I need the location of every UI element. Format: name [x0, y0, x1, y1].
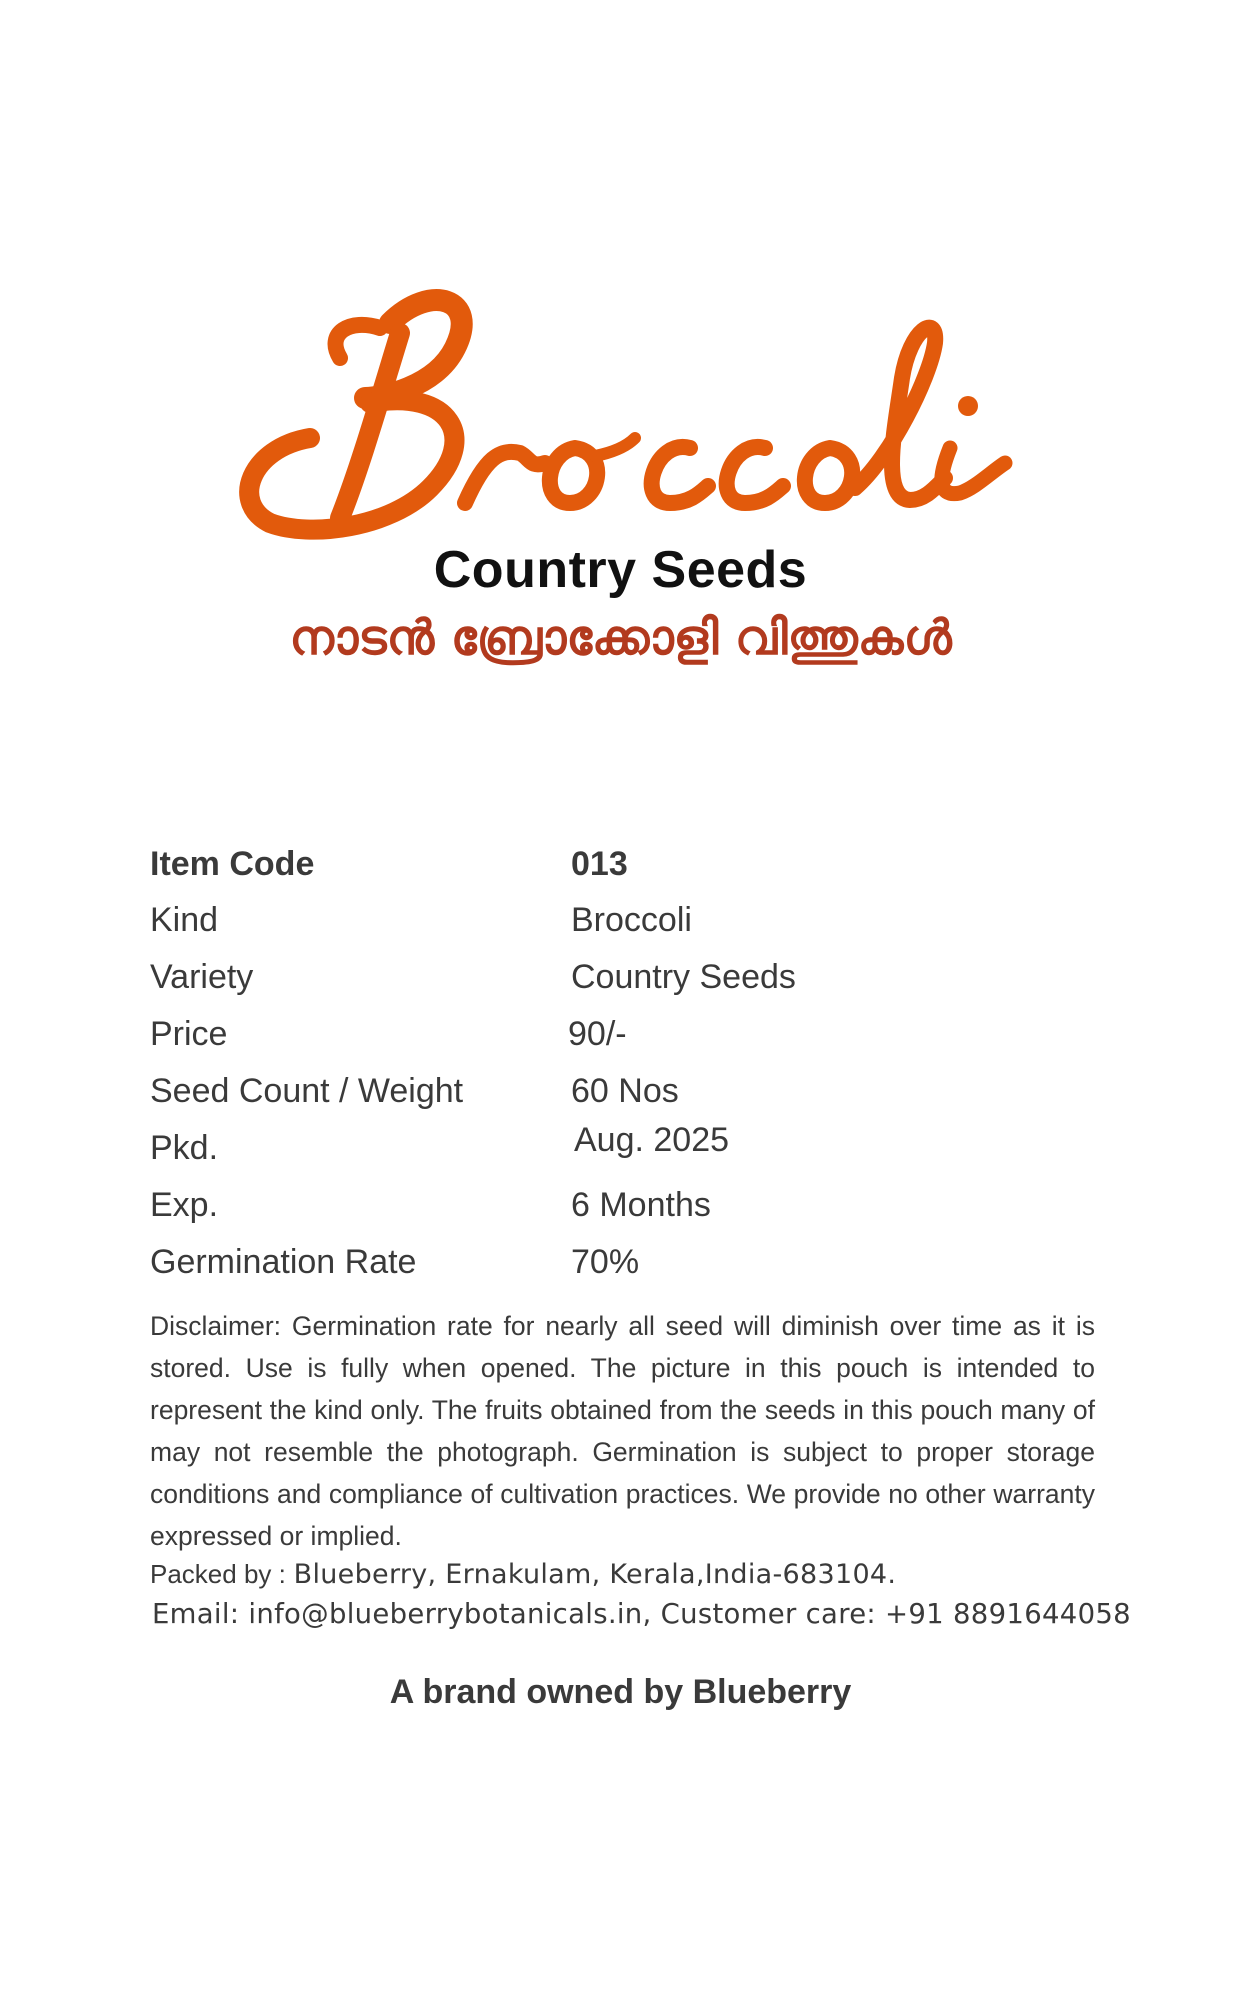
spec-row-packed-date [150, 1121, 1110, 1179]
spec-row-expiry [150, 1186, 1110, 1236]
spec-value: 6 Months [571, 1186, 711, 1224]
contact-line: Email: info@blueberrybotanicals.in, Customer care: +91 8891644058 [152, 1598, 1131, 1630]
product-subtitle: Country Seeds [433, 541, 808, 599]
spec-row-germination [150, 1243, 1110, 1293]
spec-label: Variety [150, 958, 254, 996]
spec-value: 90/- [568, 1015, 627, 1053]
spec-label: Pkd. [150, 1129, 219, 1167]
packed-by-label: Packed by : [150, 1559, 286, 1589]
spec-value: 70% [571, 1243, 640, 1281]
spec-row-variety [150, 958, 1110, 1008]
spec-value: Country Seeds [571, 958, 796, 996]
spec-label: Exp. [150, 1186, 219, 1224]
spec-label: Kind [150, 901, 219, 939]
packed-by-value: Blueberry, Ernakulam, Kerala,India-683104. [293, 1559, 897, 1590]
spec-label: Seed Count / Weight [150, 1072, 464, 1110]
disclaimer-text: Disclaimer: Germination rate for nearly all seed will diminish over time as it is stored. Use is fully when opened. The picture in this pouch is intended to represent the kind only. The fruits obtained from the seeds in this pouch many of may not resemble the photograph. Germination is subject to proper storage conditions and compliance of cultivation practices. We provide no other warranty expressed or implied. [150, 1311, 1095, 1551]
spec-label: Item Code [150, 845, 315, 883]
spec-row-seed-count [150, 1072, 1110, 1122]
spec-row-item-code [150, 845, 1110, 895]
broccoli-logo [230, 288, 1020, 558]
spec-value: 013 [571, 845, 628, 883]
broccoli-script-icon [230, 288, 1020, 558]
spec-value: Aug. 2025 [574, 1121, 730, 1159]
brand-tagline: A brand owned by Blueberry [389, 1673, 852, 1711]
spec-row-kind [150, 901, 1110, 951]
spec-value: Broccoli [571, 901, 692, 939]
spec-label: Germination Rate [150, 1243, 417, 1281]
spec-row-price [150, 1015, 1110, 1065]
spec-value: 60 Nos [571, 1072, 679, 1110]
packed-by-line [150, 1558, 1110, 1590]
product-subtitle-malayalam: നാടൻ ബ്രോക്കോളി വിത്തുകൾ [289, 610, 952, 666]
spec-label: Price [150, 1015, 228, 1053]
